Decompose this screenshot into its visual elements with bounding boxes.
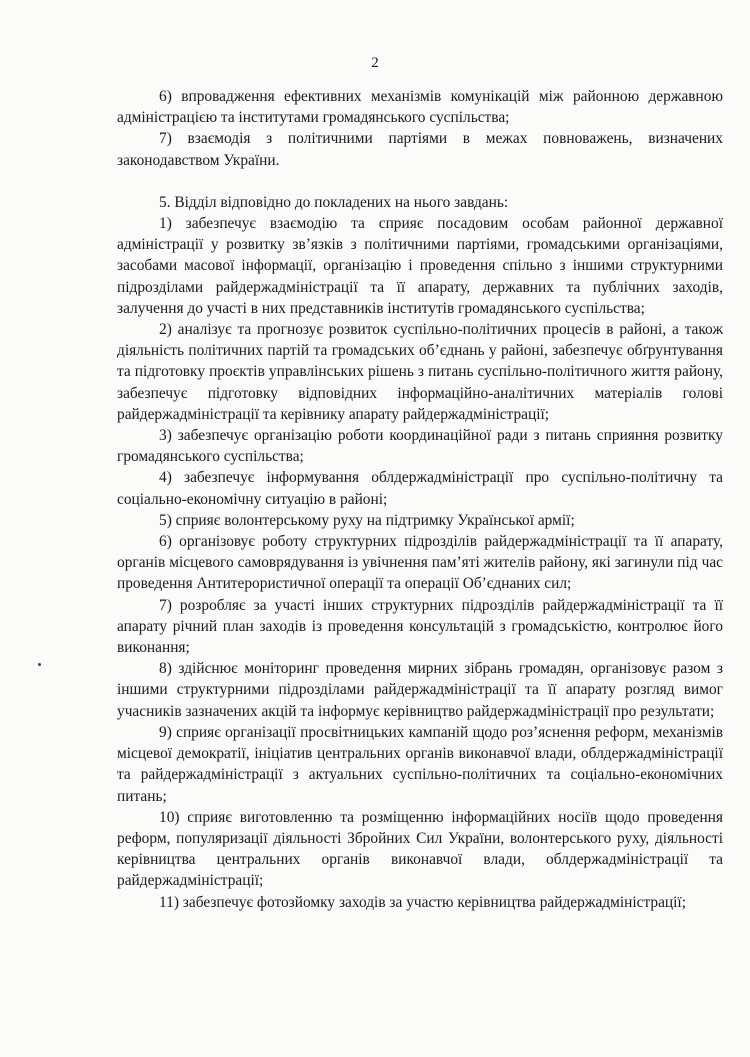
scan-speck [38, 663, 41, 666]
paragraph-task-6: 6) організовує роботу структурних підрозділів райдержадміністрації та її апарату, органів місцевого самоврядування із увічнення пам’яті жителів району, які загинули під час проведення Антитерористичної операції та операції Об’єднаних сил; [117, 533, 723, 593]
paragraph-item-7: 7) взаємодія з політичними партіями в межах повноважень, визначених законодавством України. [117, 130, 723, 169]
paragraph-task-11: 11) забезпечує фотозйомку заходів за участю керівництва райдержадміністрації; [159, 893, 686, 911]
paragraph-task-1: 1) забезпечує взаємодію та сприяє посадовим особам районної державної адміністрації у розвитку зв’язків з політичними партіями, громадськими організаціями, засобами масової інформації, організацію і проведення спільно з іншими структурними підрозділами райдержадміністрації та її апарату, державних та публічних заходів, залучення до участі в них представників інститутів громадянського суспільства; [117, 215, 723, 317]
paragraph-task-5: 5) сприяє волонтерському руху на підтримку Української армії; [159, 511, 575, 529]
paragraph-task-10: 10) сприяє виготовленню та розміщенню інформаційних носіїв щодо проведення реформ, популяризації діяльності Збройних Сил України, волонтерського руху, діяльності керівництва центральних органів виконавчої влади, облдержадміністрації та райдержадміністрації; [117, 808, 723, 890]
section-5-heading: 5. Відділ відповідно до покладених на нього завдань: [159, 193, 509, 211]
paragraph-task-2: 2) аналізує та прогнозує розвиток суспільно-політичних процесів в районі, а також діяльність політичних партій та громадських об’єднань у районі, забезпечує обґрунтування та підготовку проєктів управлінських рішень з питань суспільно-політичного життя району, забезпечує підготовку відповідних інформаційно-аналітичних матеріалів голові райдержадміністрації та керівнику апарату райдержадміністрації; [117, 321, 723, 423]
paragraph-item-6: 6) впровадження ефективних механізмів комунікацій між районною державною адміністрацією та інститутами громадянського суспільства; [117, 88, 723, 127]
paragraph-task-9: 9) сприяє організації просвітницьких кампаній щодо роз’яснення реформ, механізмів місцевої демократії, ініціатив центральних органів виконавчої влади, облдержадміністрації та райдержадміністрації з актуальних суспільно-політичних та соціально-економічних питань; [117, 723, 723, 805]
paragraph-task-4: 4) забезпечує інформування облдержадміністрації про суспільно-політичну та соціально-економічну ситуацію в районі; [117, 469, 723, 508]
paragraph-task-8: 8) здійснює моніторинг проведення мирних зібрань громадян, організовує разом з іншими структурними підрозділами райдержадміністрації та її апарату розгляд вимог учасників зазначених акцій та інформує керівництво райдержадміністрації про результати; [117, 660, 723, 720]
document-body [117, 86, 723, 913]
page-number: 2 [371, 55, 379, 71]
paragraph-task-3: 3) забезпечує організацію роботи координаційної ради з питань сприяння розвитку громадянського суспільства; [117, 427, 723, 466]
paragraph-task-7: 7) розробляє за участі інших структурних підрозділів райдержадміністрації та її апарату річний план заходів із проведення консультацій з громадськістю, контролює його виконання; [117, 596, 723, 657]
